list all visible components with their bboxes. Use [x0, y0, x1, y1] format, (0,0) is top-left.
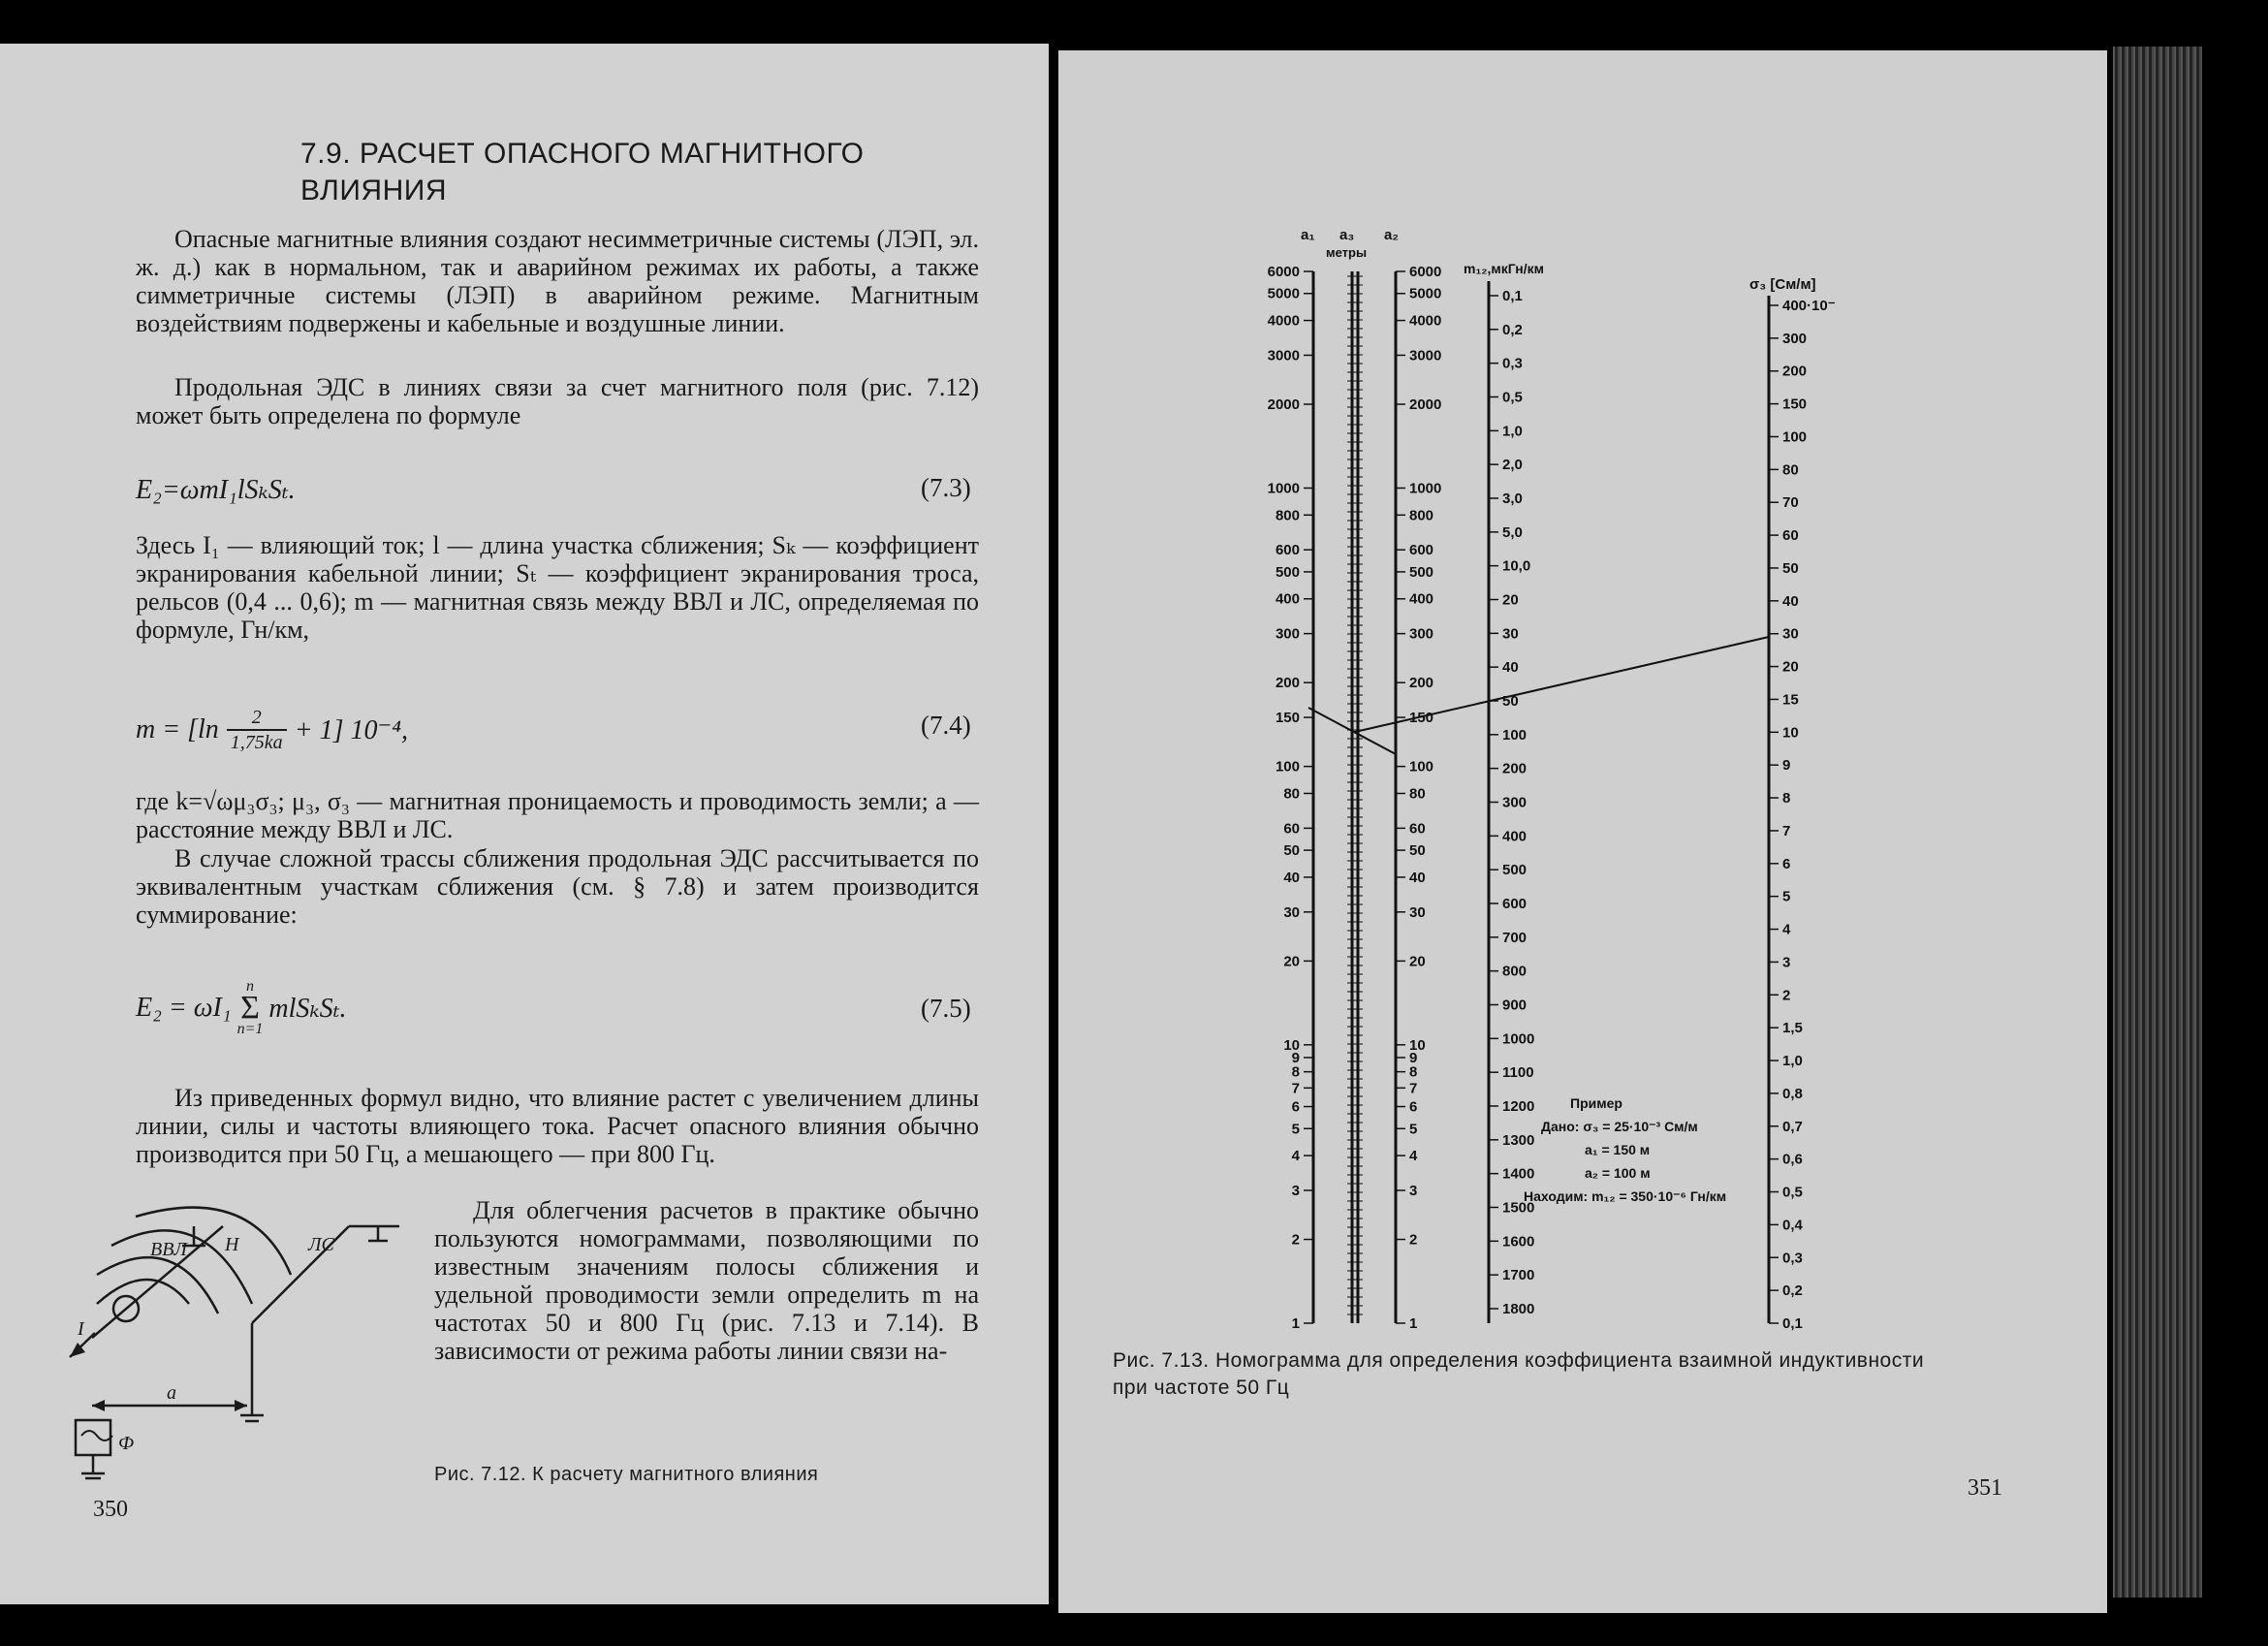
equation-7-5 — [136, 965, 346, 1052]
axis-sigma-tick-label: 80 — [1782, 461, 1799, 479]
figure-7-13-caption-line-2: при частоте 50 Гц — [1113, 1377, 1290, 1399]
axis-a2-tick-label: 1 — [1409, 1315, 1418, 1332]
axis-m12-tick-label: 400 — [1502, 828, 1528, 845]
axis-a1-tick-label: 60 — [1283, 820, 1300, 838]
axis-m12-tick-label: 0,2 — [1502, 321, 1523, 338]
axis-sigma-label: σ₃ [См/м] — [1749, 276, 1816, 293]
generator-icon — [76, 1420, 110, 1455]
axis-a1-tick-label: 500 — [1275, 563, 1300, 581]
axis-a2-tick-label: 4 — [1409, 1148, 1418, 1165]
axis-a2-tick-label: 500 — [1409, 563, 1434, 581]
axis-m12-tick-label: 1800 — [1502, 1301, 1535, 1317]
right-page-number: 351 — [1968, 1475, 2002, 1501]
axis-m12-tick-label: 20 — [1502, 591, 1519, 609]
axis-sigma-tick-label: 0,2 — [1782, 1282, 1803, 1300]
axis-m12-tick-label: 10,0 — [1502, 557, 1531, 575]
axis-a1-tick-label: 300 — [1275, 625, 1300, 643]
axis-a1-tick-label: 30 — [1283, 903, 1300, 921]
axis-a2-tick-label: 5000 — [1409, 285, 1442, 302]
axis-a1-tick-label: 40 — [1283, 869, 1300, 886]
axis-sigma-tick-label: 3 — [1782, 954, 1791, 971]
axis-sigma-tick-label: 60 — [1782, 527, 1799, 545]
axis-a1-tick-label: 3 — [1291, 1182, 1300, 1199]
axis-a1-label: a₁ — [1301, 227, 1315, 243]
axis-m12-tick-label: 1000 — [1502, 1030, 1535, 1048]
axis-a2-tick-label: 150 — [1409, 710, 1434, 727]
axis-a2-tick-label: 3000 — [1409, 347, 1442, 364]
axis-sigma-tick-label: 8 — [1782, 790, 1791, 807]
nomogram — [1250, 218, 1851, 1343]
paragraph-7: Для облегчения расчетов в практике обычно пользуются номограммами, позволяющими по известным значениям полосы сближения и удельной проводимости земли определить m на частотах 50 и 800 Гц (рис. 7.13 и 7.14). В зависимости от режима работы линии связи на- — [434, 1196, 979, 1365]
axis-a2-tick-label: 3 — [1409, 1182, 1418, 1199]
axis-a1-tick-label: 1000 — [1267, 480, 1300, 497]
axis-a1-tick-label: 9 — [1291, 1049, 1300, 1066]
axis-a1-tick-label: 10 — [1283, 1036, 1300, 1054]
equation-7-5-right: mlSₖSₜ. — [268, 994, 347, 1024]
axis-a1-tick-label: 7 — [1291, 1080, 1300, 1097]
axis-m12-tick-label: 1300 — [1502, 1131, 1535, 1149]
axis-a1-tick-label: 6 — [1291, 1098, 1300, 1116]
axis-sigma-tick-label: 2 — [1782, 987, 1791, 1004]
axis-a1-tick-label: 5000 — [1267, 285, 1300, 302]
axis-sigma-tick-label: 100 — [1782, 428, 1808, 446]
axis-metry-label: метры — [1326, 245, 1368, 260]
axis-sigma-tick-label: 70 — [1782, 494, 1799, 512]
axis-sigma-tick-label: 4 — [1782, 921, 1791, 938]
figure-7-12-caption: Рис. 7.12. К расчету магнитного влияния — [434, 1464, 819, 1485]
axis-m12-tick-label: 1600 — [1502, 1233, 1535, 1250]
axis-m12-tick-label: 600 — [1502, 896, 1528, 912]
axis-a2-tick-label: 600 — [1409, 542, 1434, 559]
example-line-1: Дано: σ₃ = 25·10⁻³ См/м — [1541, 1119, 1698, 1134]
axis-a1-tick-label: 4 — [1291, 1148, 1300, 1165]
equation-7-3: E₂=ωmI₁lSₖSₜ. — [136, 475, 296, 505]
axis-a1-tick-label: 4000 — [1267, 312, 1300, 330]
equation-7-4-left: m = [ln — [136, 714, 219, 744]
axis-sigma-tick-label: 0,1 — [1782, 1315, 1803, 1332]
equation-7-4-number: (7.4) — [921, 711, 971, 740]
axis-a2-tick-label: 20 — [1409, 953, 1426, 970]
axis-a2-tick-label: 10 — [1409, 1036, 1426, 1054]
paragraph-5: В случае сложной трассы сближения продольная ЭДС рассчитывается по эквивалентным участкам сближения (см. § 7.8) и затем производится суммирование: — [136, 844, 979, 929]
axis-sigma-tick-label: 40 — [1782, 592, 1799, 610]
equation-7-4 — [136, 696, 408, 764]
ls-line — [252, 1226, 349, 1323]
sum-upper-limit: n — [245, 978, 254, 995]
fraction-denominator: 1,75ka — [227, 729, 287, 754]
paragraph-2: Продольная ЭДС в линиях связи за счет магнитного поля (рис. 7.12) может быть определена по формуле — [136, 373, 979, 429]
fraction-numerator: 2 — [251, 707, 262, 728]
equation-7-4-right: + 1] 10⁻⁴, — [294, 715, 408, 745]
label-a: a — [167, 1382, 176, 1404]
axis-a2-tick-label: 1000 — [1409, 480, 1442, 497]
axis-a1-tick-label: 150 — [1275, 710, 1300, 727]
axis-m12-tick-label: 40 — [1502, 659, 1519, 677]
axis-a3-label: a₃ — [1339, 227, 1355, 243]
axis-a1-tick-label: 3000 — [1267, 347, 1300, 364]
axis-a1-tick-label: 400 — [1275, 590, 1300, 608]
axis-sigma-tick-label: 15 — [1782, 691, 1799, 709]
axis-a2-tick-label: 100 — [1409, 758, 1434, 776]
book-edge — [2113, 47, 2202, 1598]
axis-m12-tick-label: 1500 — [1502, 1199, 1535, 1217]
axis-a2-tick-label: 400 — [1409, 590, 1434, 608]
axis-sigma-tick-label: 0,5 — [1782, 1184, 1803, 1201]
axis-sigma-tick-label: 300 — [1782, 330, 1808, 347]
example-line-4: Находим: m₁₂ = 350·10⁻⁶ Гн/км — [1524, 1188, 1727, 1204]
axis-a2-tick-label: 200 — [1409, 675, 1434, 692]
paragraph-4: где k=√ωμ₃σ₃; μ₃, σ₃ — магнитная проницаемость и проводимость земли; a — расстояние между ВВЛ и ЛС. — [136, 787, 979, 843]
example-title: Пример — [1570, 1095, 1622, 1111]
axis-a1-tick-label: 8 — [1291, 1063, 1300, 1081]
summation — [237, 976, 264, 1040]
axis-sigma-tick-label: 0,8 — [1782, 1085, 1803, 1102]
figure-7-12 — [58, 1197, 436, 1488]
axis-m12-tick-label: 3,0 — [1502, 491, 1523, 507]
axis-sigma-tick-label: 150 — [1782, 396, 1808, 413]
label-h: Н — [225, 1234, 239, 1255]
axis-sigma-tick-label: 0,6 — [1782, 1151, 1803, 1168]
axis-sigma-tick-label: 200 — [1782, 363, 1808, 380]
axis-sigma-tick-label: 6 — [1782, 855, 1791, 872]
axis-sigma-tick-label: 7 — [1782, 822, 1791, 839]
figure-7-13-caption-line-1: Рис. 7.13. Номограмма для определения коэффициента взаимной индуктивности — [1113, 1349, 1925, 1372]
axis-sigma-tick-label: 1,0 — [1782, 1053, 1803, 1070]
axis-a1-tick-label: 1 — [1291, 1315, 1300, 1332]
axis-a2-tick-label: 40 — [1409, 869, 1426, 886]
axis-sigma-tick-label: 1,5 — [1782, 1020, 1803, 1037]
axis-a2-tick-label: 800 — [1409, 507, 1434, 524]
axis-sigma-tick-label: 50 — [1782, 559, 1799, 577]
axis-a1-tick-label: 2 — [1291, 1231, 1300, 1249]
example-line-2: a₁ = 150 м — [1585, 1142, 1651, 1157]
axis-m12-tick-label: 2,0 — [1502, 457, 1523, 474]
paragraph-3: Здесь I₁ — влияющий ток; l — длина участка сближения; Sₖ — коэффициент экранирования кабельной линии; Sₜ — коэффициент экранирования троса, рельсов (0,4 ... 0,6); m — магнитная связь между ВВЛ и ЛС, определяемая по формуле, Гн/км, — [136, 531, 979, 644]
axis-a1-tick-label: 800 — [1275, 507, 1300, 524]
axis-a1-tick-label: 600 — [1275, 542, 1300, 559]
axis-a2-tick-label: 80 — [1409, 785, 1426, 803]
axis-a1-tick-label: 20 — [1283, 953, 1300, 970]
axis-m12-tick-label: 800 — [1502, 963, 1528, 980]
axis-sigma-tick-label: 20 — [1782, 658, 1799, 676]
axis-m12-tick-label: 5,0 — [1502, 523, 1523, 541]
axis-a2-tick-label: 60 — [1409, 820, 1426, 838]
axis-m12-label: m₁₂,мкГн/км — [1464, 261, 1545, 276]
axis-a1-tick-label: 200 — [1275, 675, 1300, 692]
axis-m12-tick-label: 900 — [1502, 997, 1528, 1014]
example-box — [1524, 1095, 1726, 1204]
axis-a2-tick-label: 6000 — [1409, 264, 1442, 280]
axis-m12-tick-label: 50 — [1502, 693, 1519, 710]
axis-m12-tick-label: 700 — [1502, 929, 1528, 946]
axis-a2-tick-label: 9 — [1409, 1049, 1418, 1066]
equation-7-5-number: (7.5) — [921, 994, 971, 1023]
axis-a2-tick-label: 2 — [1409, 1231, 1418, 1249]
axis-m12-tick-label: 1700 — [1502, 1267, 1535, 1284]
axis-a1-tick-label: 5 — [1291, 1121, 1300, 1138]
axis-sigma-tick-label: 9 — [1782, 757, 1791, 775]
axis-m12-tick-label: 1400 — [1502, 1165, 1535, 1183]
equation-7-5-left: E₂ = ωI₁ — [136, 993, 232, 1023]
axis-m12-tick-label: 0,3 — [1502, 355, 1523, 372]
axis-sigma-tick-label: 0,3 — [1782, 1250, 1803, 1267]
axis-a2-tick-label: 6 — [1409, 1098, 1418, 1116]
axis-a2-tick-label: 300 — [1409, 625, 1434, 643]
axis-m12-tick-label: 100 — [1502, 726, 1528, 744]
sum-lower-limit: n=1 — [236, 1021, 264, 1037]
axis-a2-tick-label: 5 — [1409, 1121, 1418, 1138]
axis-sigma-tick-label: 0,4 — [1782, 1217, 1803, 1234]
axis-m12-tick-label: 1100 — [1502, 1064, 1534, 1082]
axis-a2-tick-label: 4000 — [1409, 312, 1442, 330]
axis-sigma-tick-label: 10 — [1782, 724, 1799, 742]
axis-m12-tick-label: 1,0 — [1502, 423, 1523, 440]
section-title: 7.9. РАСЧЕТ ОПАСНОГО МАГНИТНОГО ВЛИЯНИЯ — [300, 138, 865, 206]
paragraph-6: Из приведенных формул видно, что влияние растет с увеличением длины линии, силы и частоты влияющего тока. Расчет опасного влияния обычно производится при 50 Гц, а мешающего — при 800 Гц. — [136, 1084, 979, 1168]
paragraph-1: Опасные магнитные влияния создают несимметричные системы (ЛЭП, эл. ж. д.) как в нормальном, так и аварийном режимах их работы, а также симметричные системы (ЛЭП) в аварийном режиме. Магнитным воздействиям подвержены и кабельные и воздушные линии. — [136, 225, 979, 337]
axis-a2-tick-label: 7 — [1409, 1080, 1418, 1097]
left-page-number: 350 — [93, 1497, 128, 1522]
axis-sigma-tick-label: 400·10⁻ — [1782, 298, 1836, 314]
axis-a1-tick-label: 2000 — [1267, 396, 1300, 414]
axis-m12-tick-label: 500 — [1502, 862, 1528, 879]
axis-m12-tick-label: 200 — [1502, 760, 1528, 777]
label-i: I — [78, 1318, 84, 1340]
axis-a2-tick-label: 50 — [1409, 842, 1426, 860]
axis-sigma-tick-label: 30 — [1782, 625, 1799, 643]
axis-m12-tick-label: 1200 — [1502, 1098, 1535, 1115]
example-line-3: a₂ = 100 м — [1585, 1165, 1651, 1181]
equation-7-4-fraction — [227, 706, 287, 754]
axis-m12-tick-label: 0,1 — [1502, 288, 1523, 304]
label-vvl: ВВЛ — [150, 1239, 187, 1260]
axis-a2-tick-label: 2000 — [1409, 396, 1442, 414]
sum-sign: Σ — [240, 990, 260, 1026]
equation-7-3-number: (7.3) — [921, 473, 971, 502]
axis-sigma-tick-label: 0,7 — [1782, 1118, 1803, 1135]
axis-m12-tick-label: 30 — [1502, 625, 1519, 643]
label-phi: Ф — [118, 1433, 135, 1454]
axis-a1-tick-label: 80 — [1283, 785, 1300, 803]
axis-a1-tick-label: 100 — [1275, 758, 1300, 776]
axis-a1-tick-label: 6000 — [1267, 264, 1300, 280]
axis-a2-tick-label: 8 — [1409, 1063, 1418, 1081]
axis-a2-label: a₂ — [1384, 227, 1400, 243]
axis-sigma-tick-label: 5 — [1782, 888, 1791, 905]
axis-a2-tick-label: 30 — [1409, 903, 1426, 921]
axis-m12-tick-label: 300 — [1502, 794, 1528, 811]
axis-m12-tick-label: 0,5 — [1502, 389, 1523, 406]
label-ls: ЛС — [308, 1234, 334, 1255]
axis-a1-tick-label: 50 — [1283, 842, 1300, 860]
